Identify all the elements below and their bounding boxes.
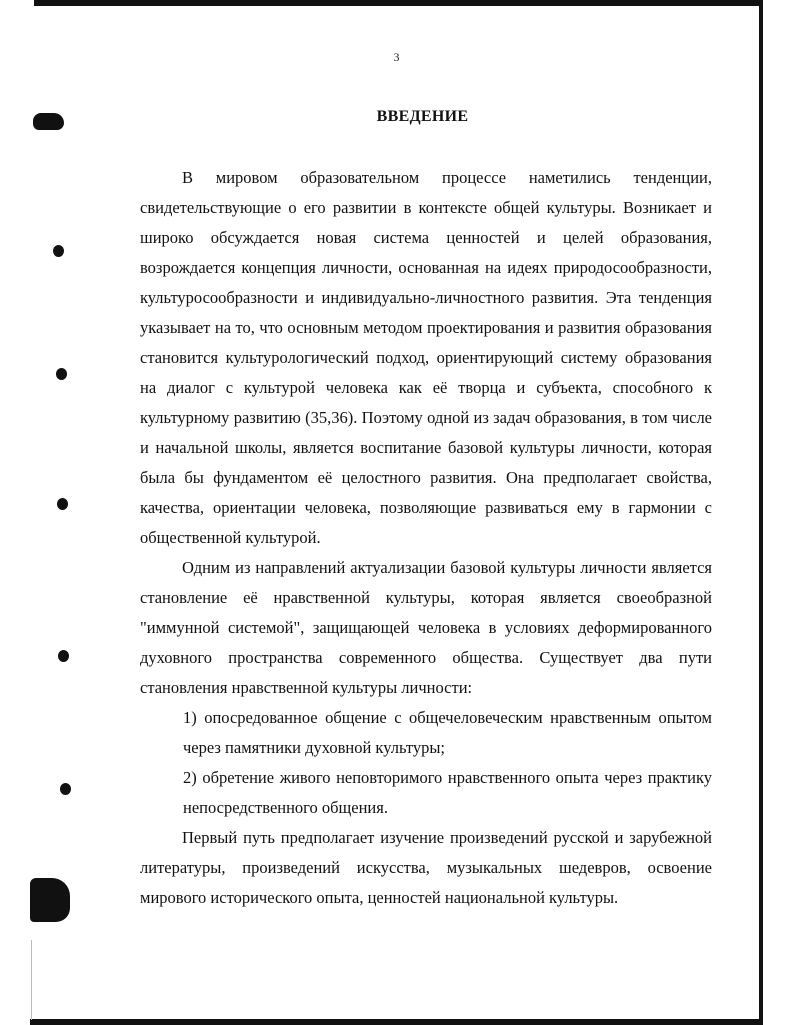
paragraph: В мировом образовательном процессе наметились тенденции, свидетельствующие о его развитии в контексте общей культуры. Возникает и широко обсуждается новая система ценностей и целей образования, возрождается концепция личности, основанная на идеях природосообразности, культуросообразности и индивидуально-личностного развития. Эта тенденция указывает на то, что основным методом проектирования и развития образования становится культурологический подход, ориентирующий систему образования на диалог с культурой человека как её творца и субъекта, способного к культурному развитию (35,36). Поэтому одной из задач образования, в том числе и начальной школы, является воспитание базовой культуры личности, которая была бы фундаментом её целостного развития. Она предполагает свойства, качества, ориентации человека, позволяющие развиваться ему в гармонии с общественной культурой.: [140, 168, 712, 547]
scan-border-top: [34, 0, 763, 6]
paragraph: Одним из направлений актуализации базовой культуры личности является становление её нравственной культуры, которая является своеобразной "иммунной системой", защищающей человека в условиях деформированного духовного пространства современного общества. Существует два пути становления нравственной культуры личности:: [140, 558, 712, 697]
section-title: ВВЕДЕНИЕ: [376, 108, 469, 125]
body-text: [140, 163, 712, 913]
punch-hole-mark: [57, 498, 68, 510]
scan-border-bottom: [30, 1019, 763, 1025]
list-item: 1) опосредованное общение с общечеловеческим нравственным опытом через памятники духовной культуры;: [183, 708, 712, 757]
page-number: 3: [393, 50, 400, 64]
punch-hole-mark: [60, 783, 71, 795]
scan-border-right: [759, 0, 763, 1025]
punch-hole-mark: [30, 878, 70, 922]
scan-border-left: [31, 940, 32, 1020]
punch-hole-mark: [53, 245, 64, 257]
list-item: 2) обретение живого неповторимого нравственного опыта через практику непосредственного общения.: [183, 768, 712, 817]
punch-hole-mark: [58, 650, 69, 662]
punch-hole-mark: [56, 368, 67, 380]
paragraph: Первый путь предполагает изучение произведений русской и зарубежной литературы, произведений искусства, музыкальных шедевров, освоение мирового исторического опыта, ценностей национальной культуры.: [140, 828, 712, 907]
